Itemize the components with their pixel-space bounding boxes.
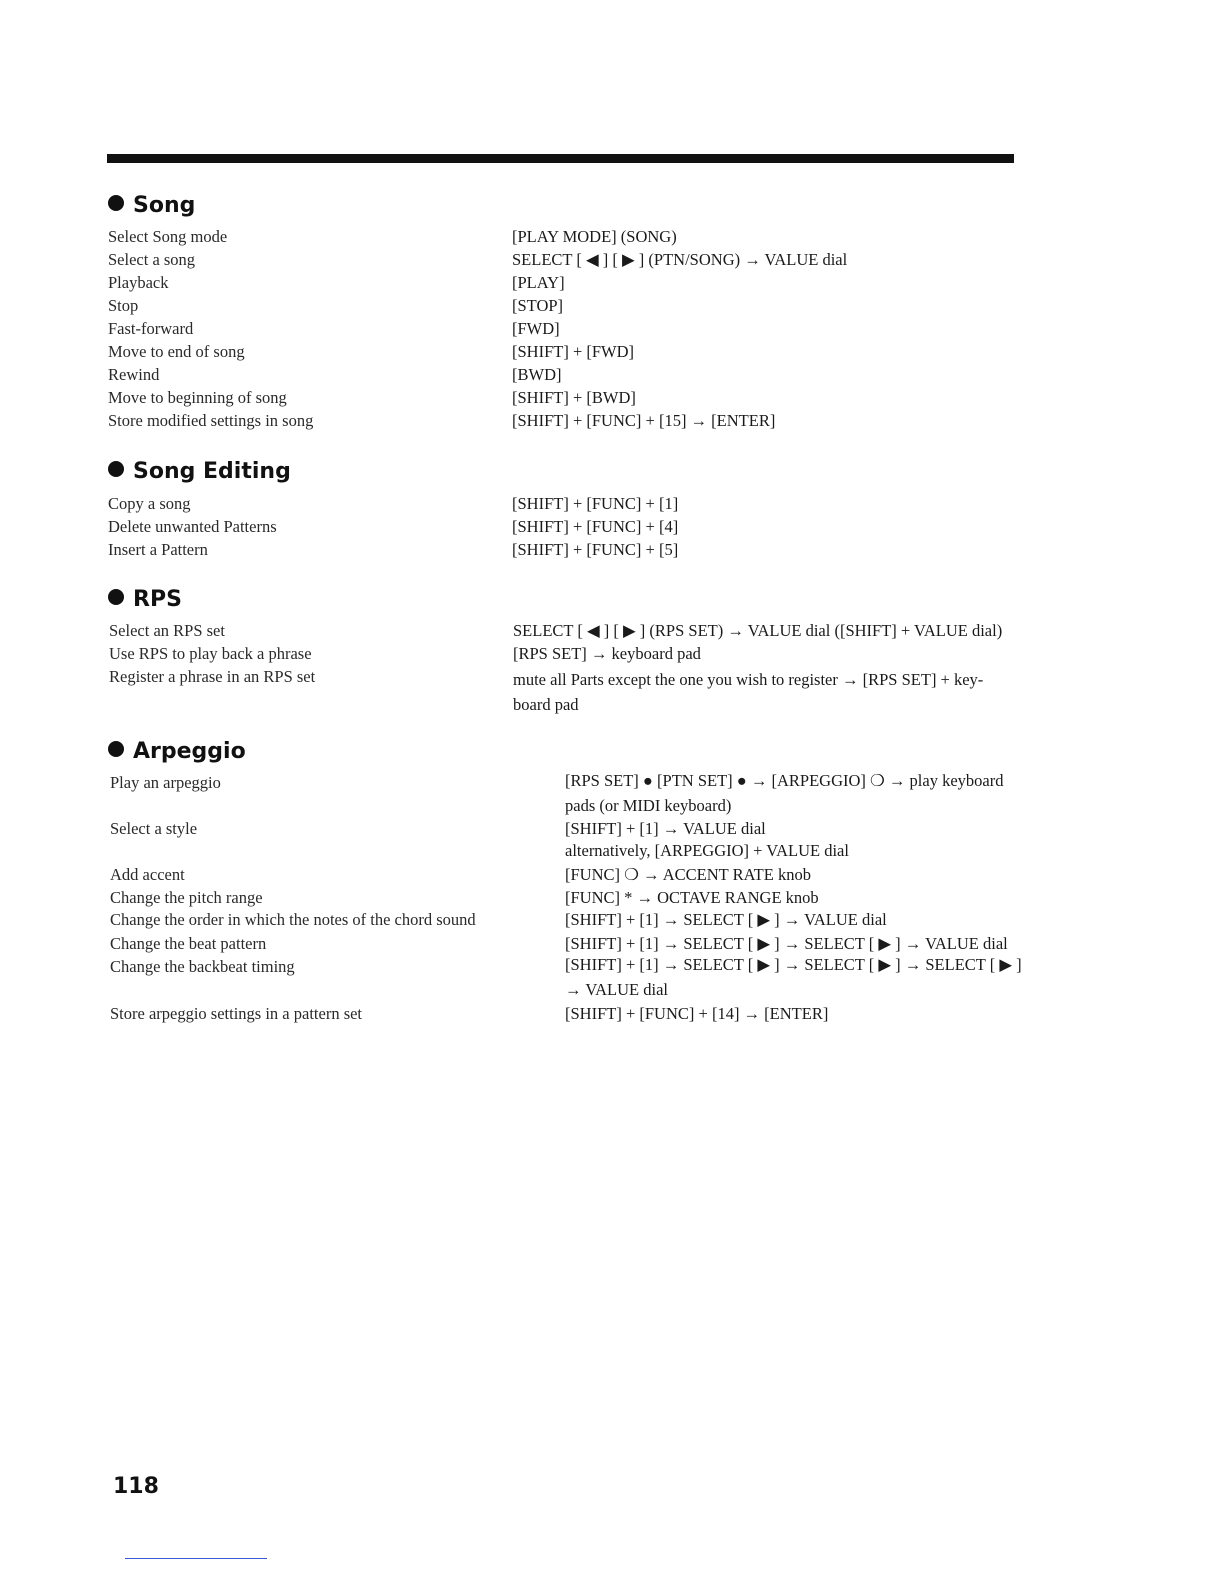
operation-label: Select a song — [108, 250, 196, 269]
operation-label: Add accent — [110, 865, 185, 884]
operation-label: Select a style — [110, 819, 198, 838]
key-sequence: [SHIFT] + [FUNC] + [14] → [ENTER] — [565, 1004, 829, 1023]
header-rule — [107, 154, 1014, 163]
section-heading-rps: RPS — [108, 587, 182, 612]
key-sequence: [SHIFT] + [1] → SELECT [ ▶ ] → SELECT [ ▶ ] → VALUE dial — [565, 934, 1008, 953]
bullet-icon — [108, 461, 124, 477]
operation-label: Play an arpeggio — [110, 773, 221, 792]
operation-label: Move to beginning of song — [108, 388, 287, 407]
section-heading-song: Song — [108, 193, 195, 218]
section-heading-song-editing: Song Editing — [108, 459, 291, 484]
operation-label: Delete unwanted Patterns — [108, 517, 277, 536]
key-sequence: [SHIFT] + [FUNC] + [15] → [ENTER] — [512, 411, 776, 430]
operation-label: Change the beat pattern — [110, 934, 267, 953]
key-sequence: [SHIFT] + [BWD] — [512, 388, 636, 407]
operation-label: Select Song mode — [108, 227, 228, 246]
key-sequence: [PLAY MODE] (SONG) — [512, 227, 677, 246]
operation-label: Change the order in which the notes of the chord sound — [110, 910, 476, 929]
key-sequence: [SHIFT] + [1] → SELECT [ ▶ ] → SELECT [ ▶ ] → SELECT [ ▶ ] → VALUE dial — [565, 955, 1022, 999]
operation-label: Change the backbeat timing — [110, 957, 295, 976]
page-number: 118 — [113, 1474, 159, 1499]
operation-label: Move to end of song — [108, 342, 245, 361]
key-sequence: [SHIFT] + [FUNC] + [1] — [512, 494, 679, 513]
key-sequence: SELECT [ ◀ ] [ ▶ ] (RPS SET) → VALUE dial ([SHIFT] + VALUE dial) — [513, 621, 1003, 640]
operation-label: Select an RPS set — [109, 621, 225, 640]
operation-label: Change the pitch range — [110, 888, 263, 907]
bullet-icon — [108, 741, 124, 757]
operation-label: Stop — [108, 296, 139, 315]
key-sequence: [SHIFT] + [1] → VALUE dial — [565, 819, 766, 838]
section-heading-arpeggio: Arpeggio — [108, 739, 246, 764]
operation-label: Insert a Pattern — [108, 540, 208, 559]
key-sequence: [SHIFT] + [FUNC] + [4] — [512, 517, 679, 536]
bullet-icon — [108, 195, 124, 211]
operation-label: Store modified settings in song — [108, 411, 314, 430]
key-sequence: [FUNC] ❍ → ACCENT RATE knob — [565, 865, 811, 884]
key-sequence: mute all Parts except the one you wish to register → [RPS SET] + key-board pad — [513, 670, 984, 714]
bullet-icon — [108, 589, 124, 605]
key-sequence: alternatively, [ARPEGGIO] + VALUE dial — [565, 841, 849, 860]
key-sequence: [FWD] — [512, 319, 560, 338]
key-sequence: [SHIFT] + [FWD] — [512, 342, 635, 361]
operation-label: Copy a song — [108, 494, 191, 513]
key-sequence: [SHIFT] + [FUNC] + [5] — [512, 540, 679, 559]
key-sequence: [SHIFT] + [1] → SELECT [ ▶ ] → VALUE dial — [565, 910, 887, 929]
key-sequence: [FUNC] * → OCTAVE RANGE knob — [565, 888, 819, 907]
key-sequence: [RPS SET] ● [PTN SET] ● → [ARPEGGIO] ❍ → play keyboard pads (or MIDI keyboard) — [565, 771, 1004, 815]
operation-label: Fast-forward — [108, 319, 194, 338]
operation-label: Rewind — [108, 365, 160, 384]
key-sequence: [PLAY] — [512, 273, 565, 292]
key-sequence: [BWD] — [512, 365, 562, 384]
key-sequence: SELECT [ ◀ ] [ ▶ ] (PTN/SONG) → VALUE dial — [512, 250, 848, 269]
operation-label: Store arpeggio settings in a pattern set — [110, 1004, 363, 1023]
key-sequence: [STOP] — [512, 296, 564, 315]
operation-label: Register a phrase in an RPS set — [109, 667, 316, 686]
footer-line — [125, 1558, 267, 1559]
operation-label: Use RPS to play back a phrase — [109, 644, 312, 663]
key-sequence: [RPS SET] → keyboard pad — [513, 644, 701, 663]
operation-label: Playback — [108, 273, 169, 292]
